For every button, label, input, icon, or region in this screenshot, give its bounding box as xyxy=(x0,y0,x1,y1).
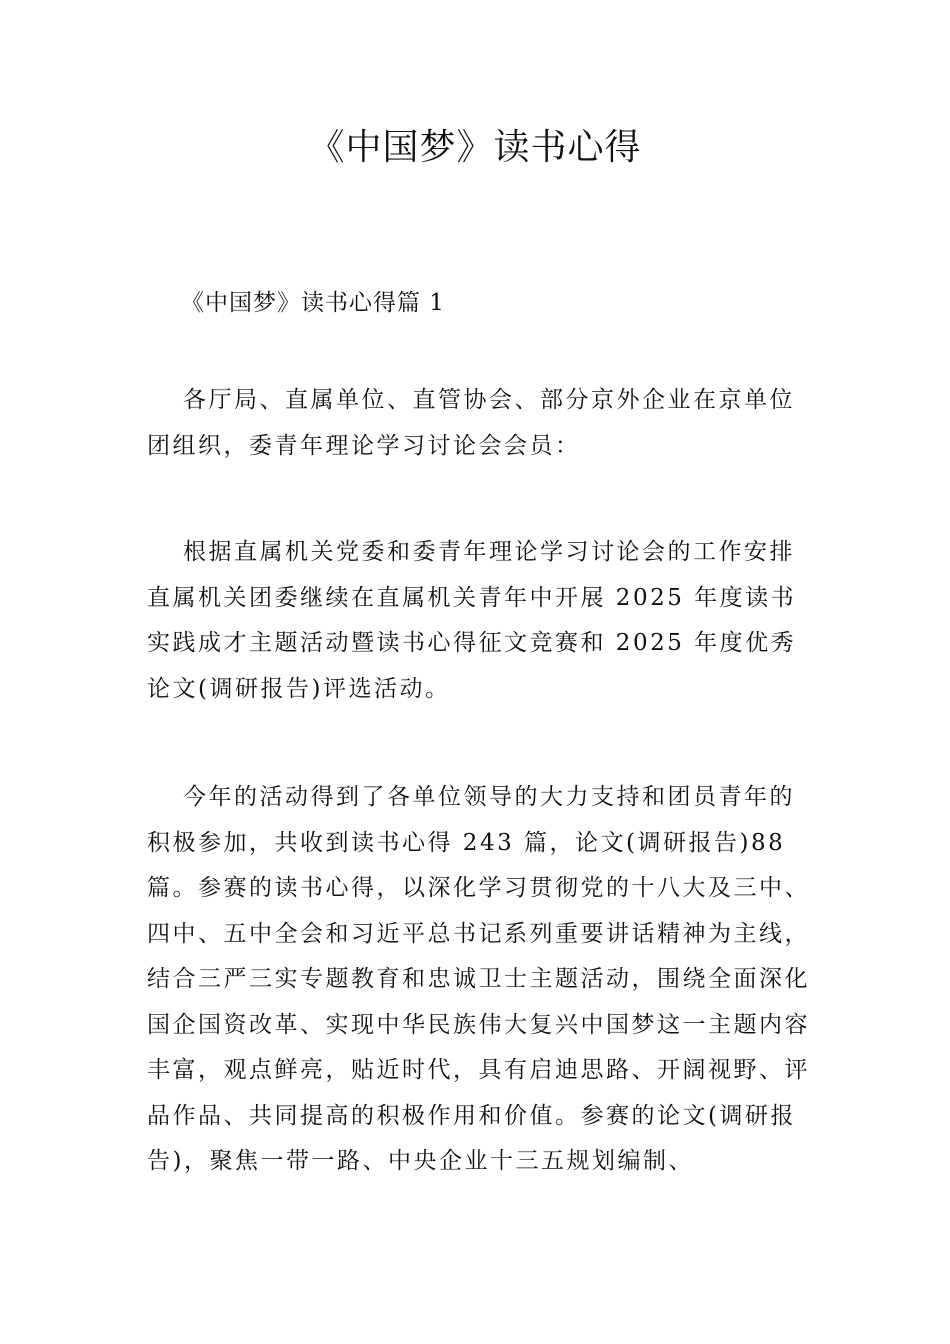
section-heading: 《中国梦》读书心得篇 1 xyxy=(181,290,445,316)
paragraph-3: 今年的活动得到了各单位领导的大力支持和团员青年的积极参加，共收到读书心得 243 篇，论文(调研报告)88 篇。参赛的读书心得，以深化学习贯彻党的十八大及三中、四中、五中全会和习近平总书记系列重要讲话精神为主线，结合三严三实专题教育和忠诚卫士主题活动，围绕全面深化国企国资改革、实现中华民族伟大复兴中国梦这一主题内容丰富，观点鲜亮，贴近时代，具有启迪思路、开阔视野、评品作品、共同提高的积极作用和价值。参赛的论文(调研报告)，聚焦一带一路、中央企业十三五规划编制、 xyxy=(147,784,810,1174)
document-title: 《中国梦》读书心得 xyxy=(308,127,642,168)
paragraph-2: 根据直属机关党委和委青年理论学习讨论会的工作安排直属机关团委继续在直属机关青年中开展 2025 年度读书实践成才主题活动暨读书心得征文竞赛和 2025 年度优秀论文(调研报告)评选活动。 xyxy=(147,539,797,702)
paragraph-1: 各厅局、直属单位、直管协会、部分京外企业在京单位团组织，委青年理论学习讨论会会员： xyxy=(147,387,795,459)
